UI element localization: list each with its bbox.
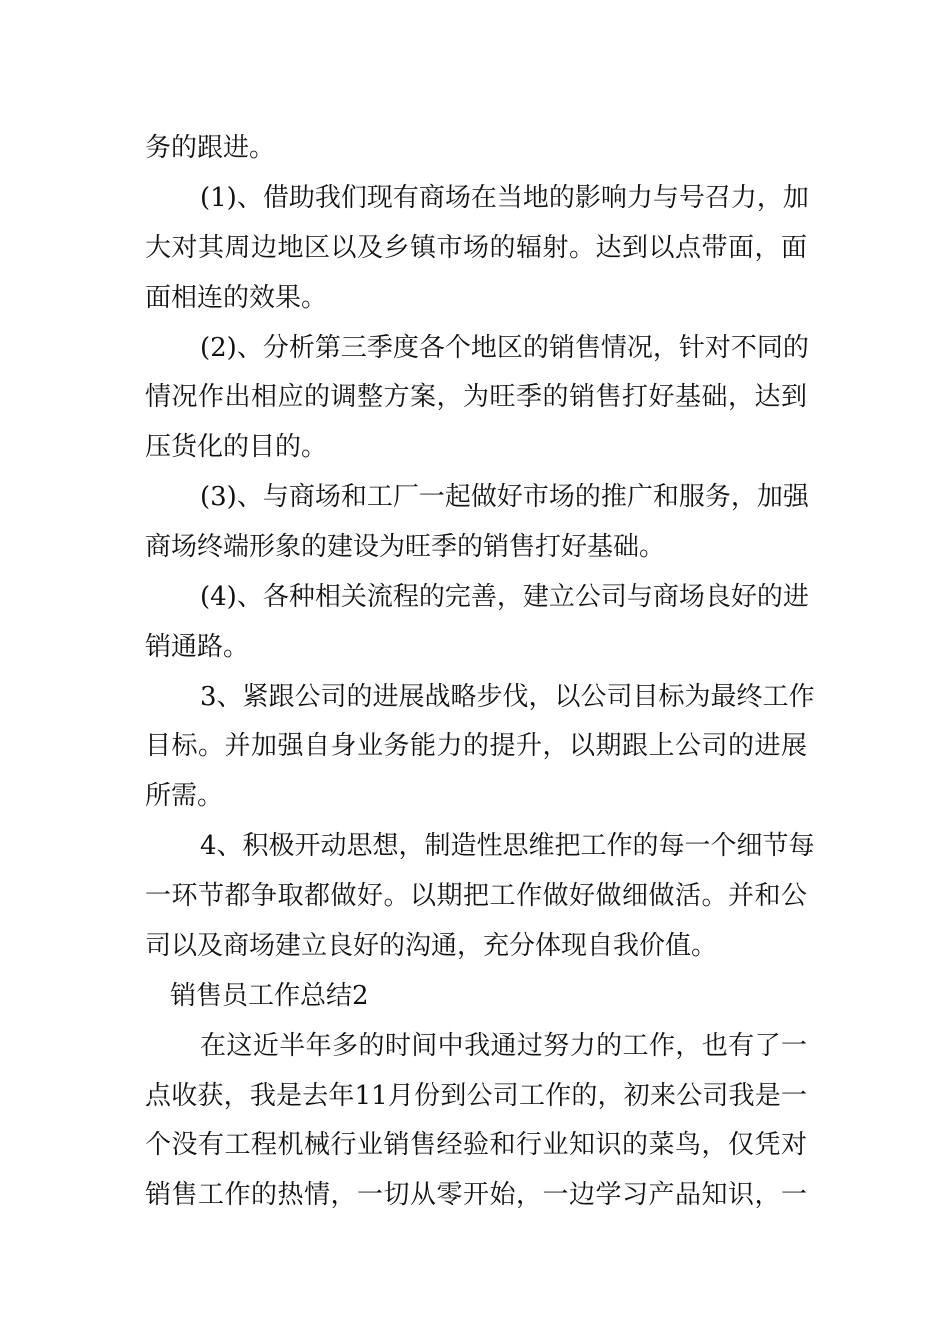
paragraph-line: (2)、分析第三季度各个地区的销售情况，针对不同的 — [200, 333, 809, 363]
paragraph-line: 面相连的效果。 — [145, 283, 328, 313]
paragraph-line: 司以及商场建立良好的沟通，充分体现自我价值。 — [145, 931, 718, 961]
paragraph-line: 在这近半年多的时间中我通过努力的工作，也有了一 — [200, 1031, 807, 1061]
paragraph-line: 情况作出相应的调整方案，为旺季的销售打好基础，达到 — [145, 382, 807, 412]
paragraph-line: (4)、各种相关流程的完善，建立公司与商场良好的进 — [200, 582, 809, 612]
paragraph-line: 务的跟进。 — [145, 133, 276, 163]
paragraph-line: 压货化的目的。 — [145, 432, 328, 462]
paragraph-line: 个没有工程机械行业销售经验和行业知识的菜鸟，仅凭对 — [145, 1130, 807, 1160]
paragraph-line: 3、紧跟公司的进展战略步伐，以公司目标为最终工作 — [200, 682, 815, 712]
paragraph-line: 点收获，我是去年11月份到公司工作的，初来公司我是一 — [145, 1081, 807, 1111]
paragraph-line: 所需。 — [145, 781, 224, 811]
section-heading: 销售员工作总结2 — [170, 981, 369, 1011]
paragraph-line: 一环节都争取都做好。以期把工作做好做细做活。并和公 — [145, 881, 807, 911]
paragraph-line: (1)、借助我们现有商场在当地的影响力与号召力，加 — [200, 183, 809, 213]
paragraph-line: 销售工作的热情，一切从零开始，一边学习产品知识，一 — [145, 1180, 807, 1210]
paragraph-line: 4、积极开动思想，制造性思维把工作的每一个细节每 — [200, 831, 815, 861]
paragraph-line: 销通路。 — [145, 632, 250, 662]
paragraph-line: 目标。并加强自身业务能力的提升，以期跟上公司的进展 — [145, 731, 807, 761]
paragraph-line: (3)、与商场和工厂一起做好市场的推广和服务，加强 — [200, 482, 809, 512]
paragraph-line: 大对其周边地区以及乡镇市场的辐射。达到以点带面，面 — [145, 233, 807, 263]
paragraph-line: 商场终端形象的建设为旺季的销售打好基础。 — [145, 532, 666, 562]
